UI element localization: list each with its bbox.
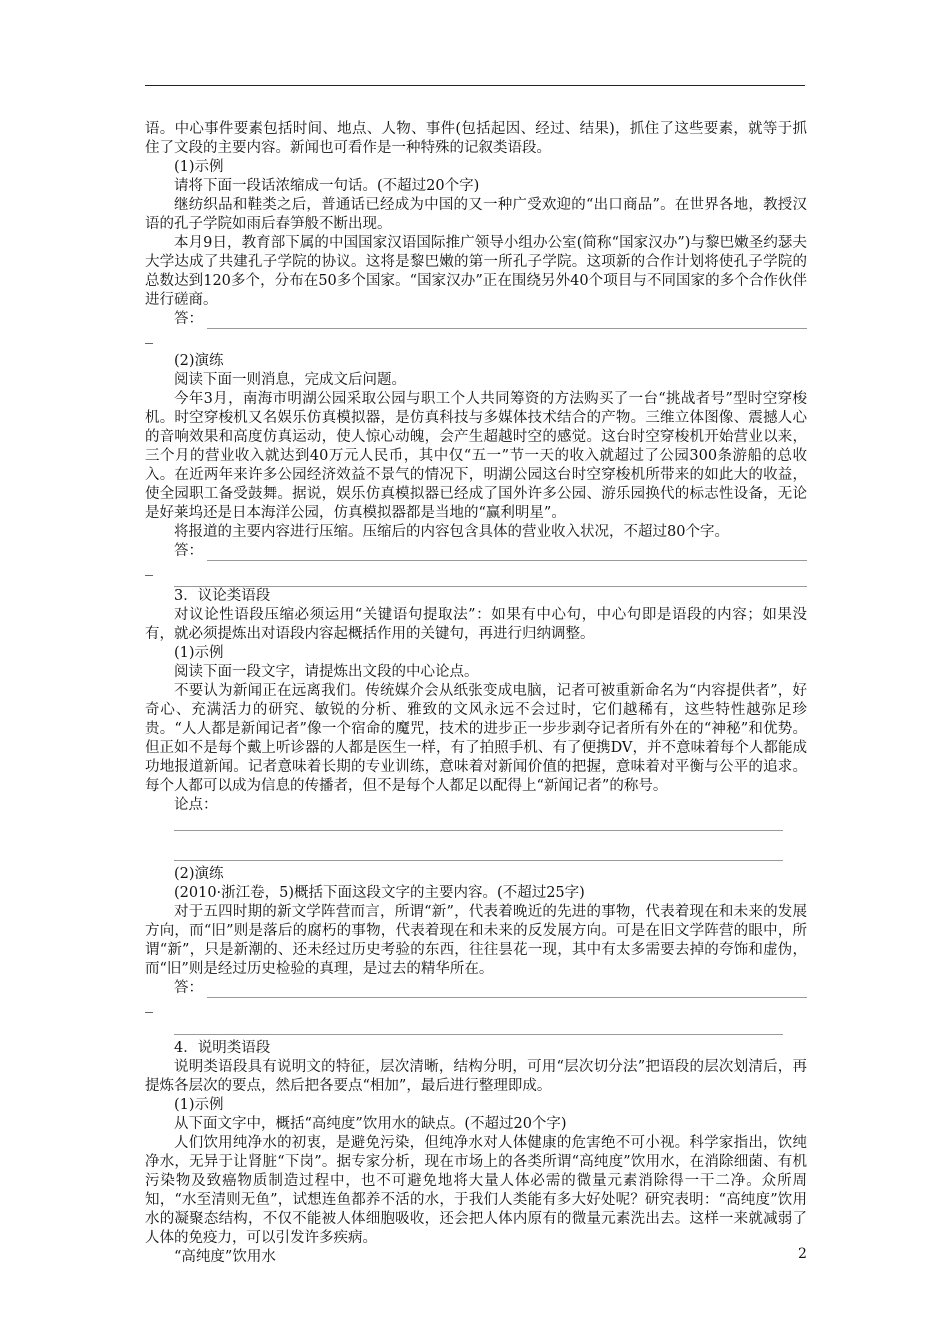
page-number: 2 (798, 1246, 807, 1262)
section-subheading: (2)演练 (174, 353, 224, 369)
answer-label: 答： (174, 980, 203, 996)
question-prompt: (2010·浙江卷，5)概括下面这段文字的主要内容。(不超过25字) (174, 885, 585, 901)
answer-row (145, 979, 807, 998)
answer-line[interactable] (174, 1019, 783, 1035)
answer-row (145, 542, 807, 561)
question-prompt: 阅读下面一段文字，请提炼出文段的中心论点。 (174, 664, 479, 680)
section-heading: 4．说明类语段 (174, 1040, 271, 1056)
section-subheading: (2)演练 (174, 866, 224, 882)
answer-line[interactable] (207, 316, 807, 329)
answer-continuation-dash (145, 343, 153, 344)
section-subheading: (1)示例 (174, 1097, 224, 1113)
paragraph: 不要认为新闻正在远离我们。传统媒介会从纸张变成电脑，记者可被重新命名为“内容提供者”，好奇心、充满活力的研究、敏锐的分析、雅致的文风永远不会过时，它们越稀有，这些特性越弥足珍贵。“人人都是新闻记者”像一个宿命的魔咒，技术的进步正一步步剥夺记者所有外在的“神秘”和优势。但正如不是每个戴上听诊器的人都是医生一样，有了拍照手机、有了便携DV，并不意味着每个人都能成功地报道新闻。记者意味着长期的专业训练，意味着对新闻价值的把握，意味着对平衡与公平的追求。每个人都可以成为信息的传播者，但不是每个人都足以配得上“新闻记者”的称号。 (145, 683, 807, 794)
thesis-label: 论点： (174, 797, 218, 813)
section-subheading: (1)示例 (174, 645, 224, 661)
document-body (145, 120, 807, 1267)
paragraph: 人们饮用纯净水的初衷，是避免污染，但纯净水对人体健康的危害绝不可小视。科学家指出，饮纯净水，无异于让肾脏“下岗”。据专家分析，现在市场上的各类所谓“高纯度”饮用水，在消除细菌、有机污染物及致癌物质制造过程中，也不可避免地将大量人体必需的微量元素消除得一干二净。众所周知，“水至清则无鱼”，试想连鱼都养不活的水，于我们人类能有多大好处呢？研究表明：“高纯度”饮用水的凝聚态结构，不仅不能被人体细胞吸收，还会把人体内原有的微量元素洗出去。这样一来就减弱了人体的免疫力，可以引发许多疾病。 (145, 1135, 807, 1246)
answer-continuation-dash (145, 1012, 153, 1013)
paragraph: 继纺织品和鞋类之后，普通话已经成为中国的又一种广受欢迎的“出口商品”。在世界各地，教授汉语的孔子学院如雨后春笋般不断出现。 (145, 197, 807, 232)
question-prompt: 从下面文字中，概括“高纯度”饮用水的缺点。(不超过20个字) (174, 1116, 567, 1132)
header-rule (145, 85, 805, 86)
answer-line[interactable] (174, 815, 783, 831)
section-heading: 3．议论类语段 (174, 588, 271, 604)
answer-label: 答： (174, 311, 203, 327)
answer-line[interactable] (174, 845, 783, 861)
paragraph: 对于五四时期的新文学阵营而言，所谓“新”，代表着晚近的先进的事物，代表着现在和未来的发展方向，而“旧”则是落后的腐朽的事物，代表着现在和未来的反发展方向。可是在旧文学阵营的眼中，所谓“新”，只是新潮的、还未经过历史考验的东西，往往昙花一现，其中有太多需要去掉的夸饰和虚伪，而“旧”则是经过历史检验的真理，是过去的精华所在。 (145, 904, 807, 977)
paragraph: 本月9日，教育部下属的中国国家汉语国际推广领导小组办公室(简称“国家汉办”)与黎巴嫩圣约瑟夫大学达成了共建孔子学院的协议。这将是黎巴嫩的第一所孔子学院。这项新的合作计划将使孔子学院的总数达到120多个，分布在50多个国家。“国家汉办”正在围绕另外40个项目与不同国家的多个合作伙伴进行磋商。 (145, 235, 807, 308)
section-subheading: (1)示例 (174, 159, 224, 175)
answer-prefix: “高纯度”饮用水 (174, 1249, 276, 1265)
question-prompt: 将报道的主要内容进行压缩。压缩后的内容包含具体的营业收入状况，不超过80个字。 (174, 524, 729, 540)
paragraph: 今年3月，南海市明湖公园采取公园与职工个人共同筹资的方法购买了一台“挑战者号”型时空穿梭机。时空穿梭机又名娱乐仿真模拟器，是仿真科技与多媒体技术结合的产物。三维立体图像、震撼人心的音响效果和高度仿真运动，使人惊心动魄，会产生超越时空的感觉。这台时空穿梭机开始营业以来，三个月的营业收入就达到40万元人民币，其中仅“五一”节一天的收入就超过了公园300条游船的总收入。在近两年来许多公园经济效益不景气的情况下，明湖公园这台时空穿梭机所带来的如此大的收益，使全园职工备受鼓舞。据说，娱乐仿真模拟器已经成了国外许多公园、游乐园换代的标志性设备，无论是好莱坞还是日本海洋公园，仿真模拟器都是当地的“赢利明星”。 (145, 391, 807, 521)
paragraph: 语。中心事件要素包括时间、地点、人物、事件(包括起因、经过、结果)，抓住了这些要素，就等于抓住了文段的主要内容。新闻也可看作是一种特殊的记叙类语段。 (145, 121, 807, 156)
answer-line[interactable] (207, 985, 807, 998)
paragraph: 对议论性语段压缩必须运用“关键语句提取法”：如果有中心句，中心句即是语段的内容；如果没有，就必须提炼出对语段内容起概括作用的关键句，再进行归纳调整。 (145, 607, 807, 642)
answer-line[interactable] (207, 548, 807, 561)
question-prompt: 请将下面一段话浓缩成一句话。(不超过20个字) (174, 178, 480, 194)
answer-continuation-dash (145, 575, 153, 576)
answer-row (145, 310, 807, 329)
question-prompt: 阅读下面一则消息，完成文后问题。 (174, 372, 406, 388)
answer-label: 答： (174, 543, 203, 559)
paragraph: 说明类语段具有说明文的特征，层次清晰，结构分明，可用“层次切分法”把语段的层次划清后，再提炼各层次的要点，然后把各要点“相加”，最后进行整理即成。 (145, 1059, 807, 1094)
answer-line[interactable] (174, 580, 807, 587)
